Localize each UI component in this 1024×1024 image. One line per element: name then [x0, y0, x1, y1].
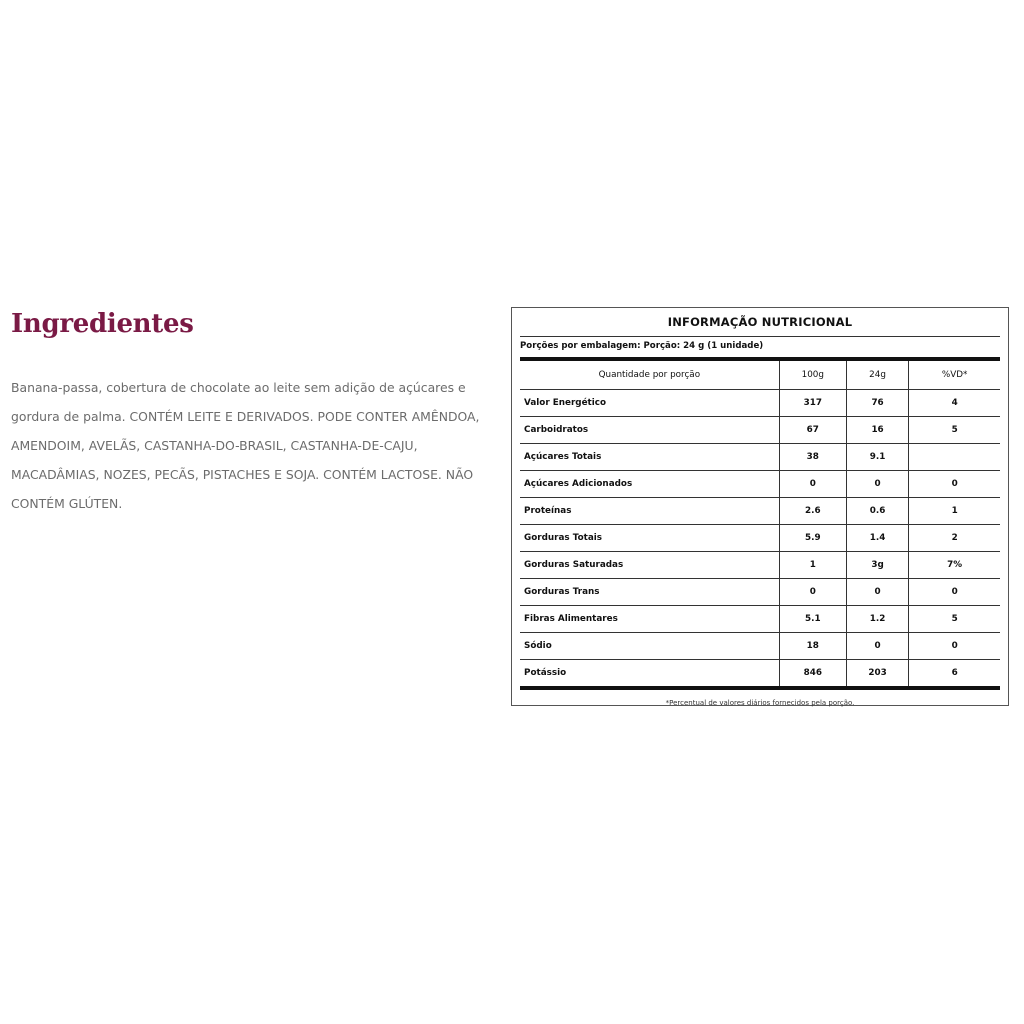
- table-row: [520, 579, 1000, 606]
- nutrient-name: Fibras Alimentares: [520, 606, 779, 633]
- value-vd: 0: [909, 471, 1000, 498]
- value-100g: 5.9: [779, 525, 846, 552]
- nutrient-name: Potássio: [520, 660, 779, 689]
- nutrition-grid: [520, 361, 1000, 690]
- table-row: [520, 660, 1000, 689]
- nutrient-name: Gorduras Trans: [520, 579, 779, 606]
- value-24g: 3g: [846, 552, 908, 579]
- value-24g: 0: [846, 633, 908, 660]
- table-row: [520, 525, 1000, 552]
- header-100g: 100g: [779, 361, 846, 390]
- value-100g: 846: [779, 660, 846, 689]
- ingredients-title: Ingredientes: [11, 309, 194, 339]
- value-100g: 0: [779, 471, 846, 498]
- header-24g: 24g: [846, 361, 908, 390]
- value-vd: 0: [909, 633, 1000, 660]
- table-row: [520, 444, 1000, 471]
- value-vd: 2: [909, 525, 1000, 552]
- nutrient-name: Valor Energético: [520, 390, 779, 417]
- table-header-row: [520, 361, 1000, 390]
- table-row: [520, 471, 1000, 498]
- ingredients-section: [11, 305, 506, 518]
- value-vd: 5: [909, 606, 1000, 633]
- value-100g: 18: [779, 633, 846, 660]
- nutrient-name: Gorduras Saturadas: [520, 552, 779, 579]
- value-24g: 9.1: [846, 444, 908, 471]
- value-24g: 203: [846, 660, 908, 689]
- table-row: [520, 498, 1000, 525]
- nutrient-name: Gorduras Totais: [520, 525, 779, 552]
- table-row: [520, 417, 1000, 444]
- header-vd: %VD*: [909, 361, 1000, 390]
- value-100g: 1: [779, 552, 846, 579]
- value-24g: 76: [846, 390, 908, 417]
- table-row: [520, 633, 1000, 660]
- value-vd: 5: [909, 417, 1000, 444]
- value-vd: 1: [909, 498, 1000, 525]
- value-vd: 4: [909, 390, 1000, 417]
- table-row: [520, 606, 1000, 633]
- table-row: [520, 552, 1000, 579]
- nutrient-name: Carboidratos: [520, 417, 779, 444]
- value-vd: 7%: [909, 552, 1000, 579]
- value-100g: 5.1: [779, 606, 846, 633]
- header-quantity: Quantidade por porção: [520, 361, 779, 390]
- value-24g: 0: [846, 579, 908, 606]
- value-100g: 2.6: [779, 498, 846, 525]
- ingredients-text: Banana-passa, cobertura de chocolate ao leite sem adição de açúcares e gordura de palma. CONTÉM LEITE E DERIVADOS. PODE CONTER AMÊNDOA, AMENDOIM, AVELÃS, CASTANHA-DO-BRASIL, CASTANHA-DE-CAJU, MACADÂMIAS, NOZES, PECÃS, PISTACHES E SOJA. CONTÉM LACTOSE. NÃO CONTÉM GLÚTEN.: [11, 380, 480, 511]
- nutrient-name: Açúcares Adicionados: [520, 471, 779, 498]
- value-vd: [909, 444, 1000, 471]
- value-100g: 67: [779, 417, 846, 444]
- table-row: [520, 390, 1000, 417]
- value-100g: 317: [779, 390, 846, 417]
- value-24g: 0.6: [846, 498, 908, 525]
- value-24g: 1.2: [846, 606, 908, 633]
- value-vd: 0: [909, 579, 1000, 606]
- footnote: *Percentual de valores diários fornecidos pela porção.: [665, 699, 855, 707]
- portion-info: Porções por embalagem: Porção: 24 g (1 unidade): [520, 337, 1000, 361]
- nutrient-name: Proteínas: [520, 498, 779, 525]
- value-100g: 38: [779, 444, 846, 471]
- value-vd: 6: [909, 660, 1000, 689]
- nutrition-facts-table: [511, 307, 1009, 706]
- nutrient-name: Sódio: [520, 633, 779, 660]
- value-24g: 16: [846, 417, 908, 444]
- value-100g: 0: [779, 579, 846, 606]
- value-24g: 0: [846, 471, 908, 498]
- nutrition-title: INFORMAÇÃO NUTRICIONAL: [520, 308, 1000, 337]
- nutrient-name: Açúcares Totais: [520, 444, 779, 471]
- value-24g: 1.4: [846, 525, 908, 552]
